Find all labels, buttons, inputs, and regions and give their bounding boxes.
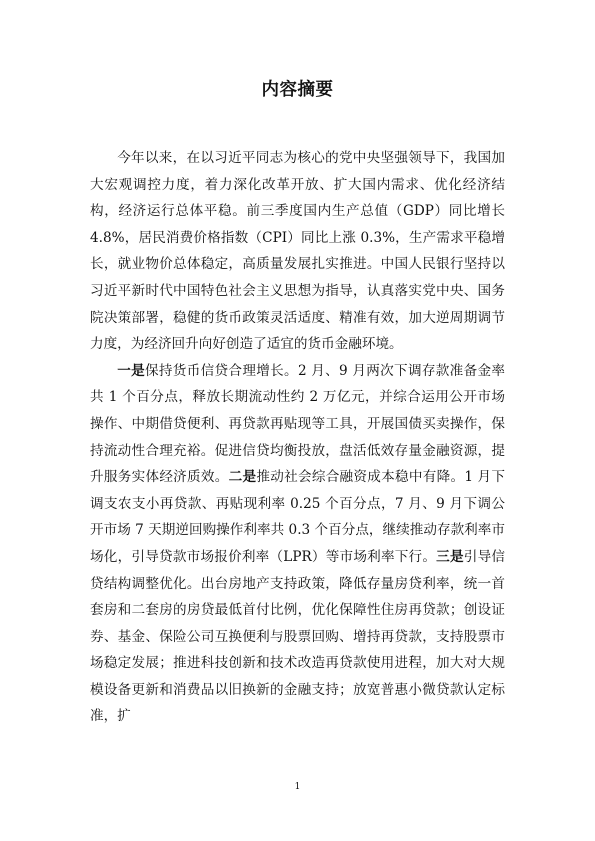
document-body <box>90 145 505 730</box>
page-title: 内容摘要 <box>261 80 334 100</box>
point-one-text: 保持货币信贷合理增长。2 月、9 月两次下调存款准备金率共 1 个百分点，释放长期流动性约 2 万亿元，并综合运用公开市场操作、中期借贷便利、再贷款再贴现等工具，开展国债买卖操作，保持流动性合理充裕。促进信贷均衡投放，盘活低效存量金融资源，提升服务实体经济质效。 <box>90 362 505 486</box>
paragraph-1-text: 今年以来，在以习近平同志为核心的党中央坚强领导下，我国加大宏观调控力度，着力深化改革开放、扩大国内需求、优化经济结构，经济运行总体平稳。前三季度国内生产总值（GDP）同比增长 4.8%，居民消费价格指数（CPI）同比上涨 0.3%，生产需求平稳增长，就业物价总体稳定，高质量发展扎实推进。中国人民银行坚持以习近平新时代中国特色社会主义思想为指导，认真落实党中央、国务院决策部署，稳健的货币政策灵活适度、精准有效，加大逆周期调节力度，为经济回升向好创造了适宜的货币金融环境。 <box>90 150 505 353</box>
point-two-text: 推动社会综合融资成本稳中有降。1 月下调支农支小再贷款、再贴现利率 0.25 个百分点，7 月、9 月下调公开市场 7 天期逆回购操作利率共 0.3 个百分点，继续推动存款利率市场化，引导贷款市场报价利率（LPR）等市场利率下行。 <box>90 469 506 565</box>
point-two-label: 二是 <box>228 469 257 486</box>
point-three-text: 引导信贷结构调整优化。出台房地产支持政策，降低存量房贷利率，统一首套房和二套房的房贷最低首付比例，优化保障性住房再贷款；创设证券、基金、保险公司互换便利与股票回购、增持再贷款，支持股票市场稳定发展；推进科技创新和技术改造再贷款使用进程，加大对大规模设备更新和消费品以旧换新的金融支持；放宽普惠小微贷款认定标准，扩 <box>90 548 506 725</box>
point-three-label: 三是 <box>436 548 464 565</box>
paragraph-2 <box>90 358 505 730</box>
point-one-label: 一是 <box>117 362 145 379</box>
paragraph-1 <box>90 145 505 358</box>
page-number: 1 <box>294 782 301 792</box>
